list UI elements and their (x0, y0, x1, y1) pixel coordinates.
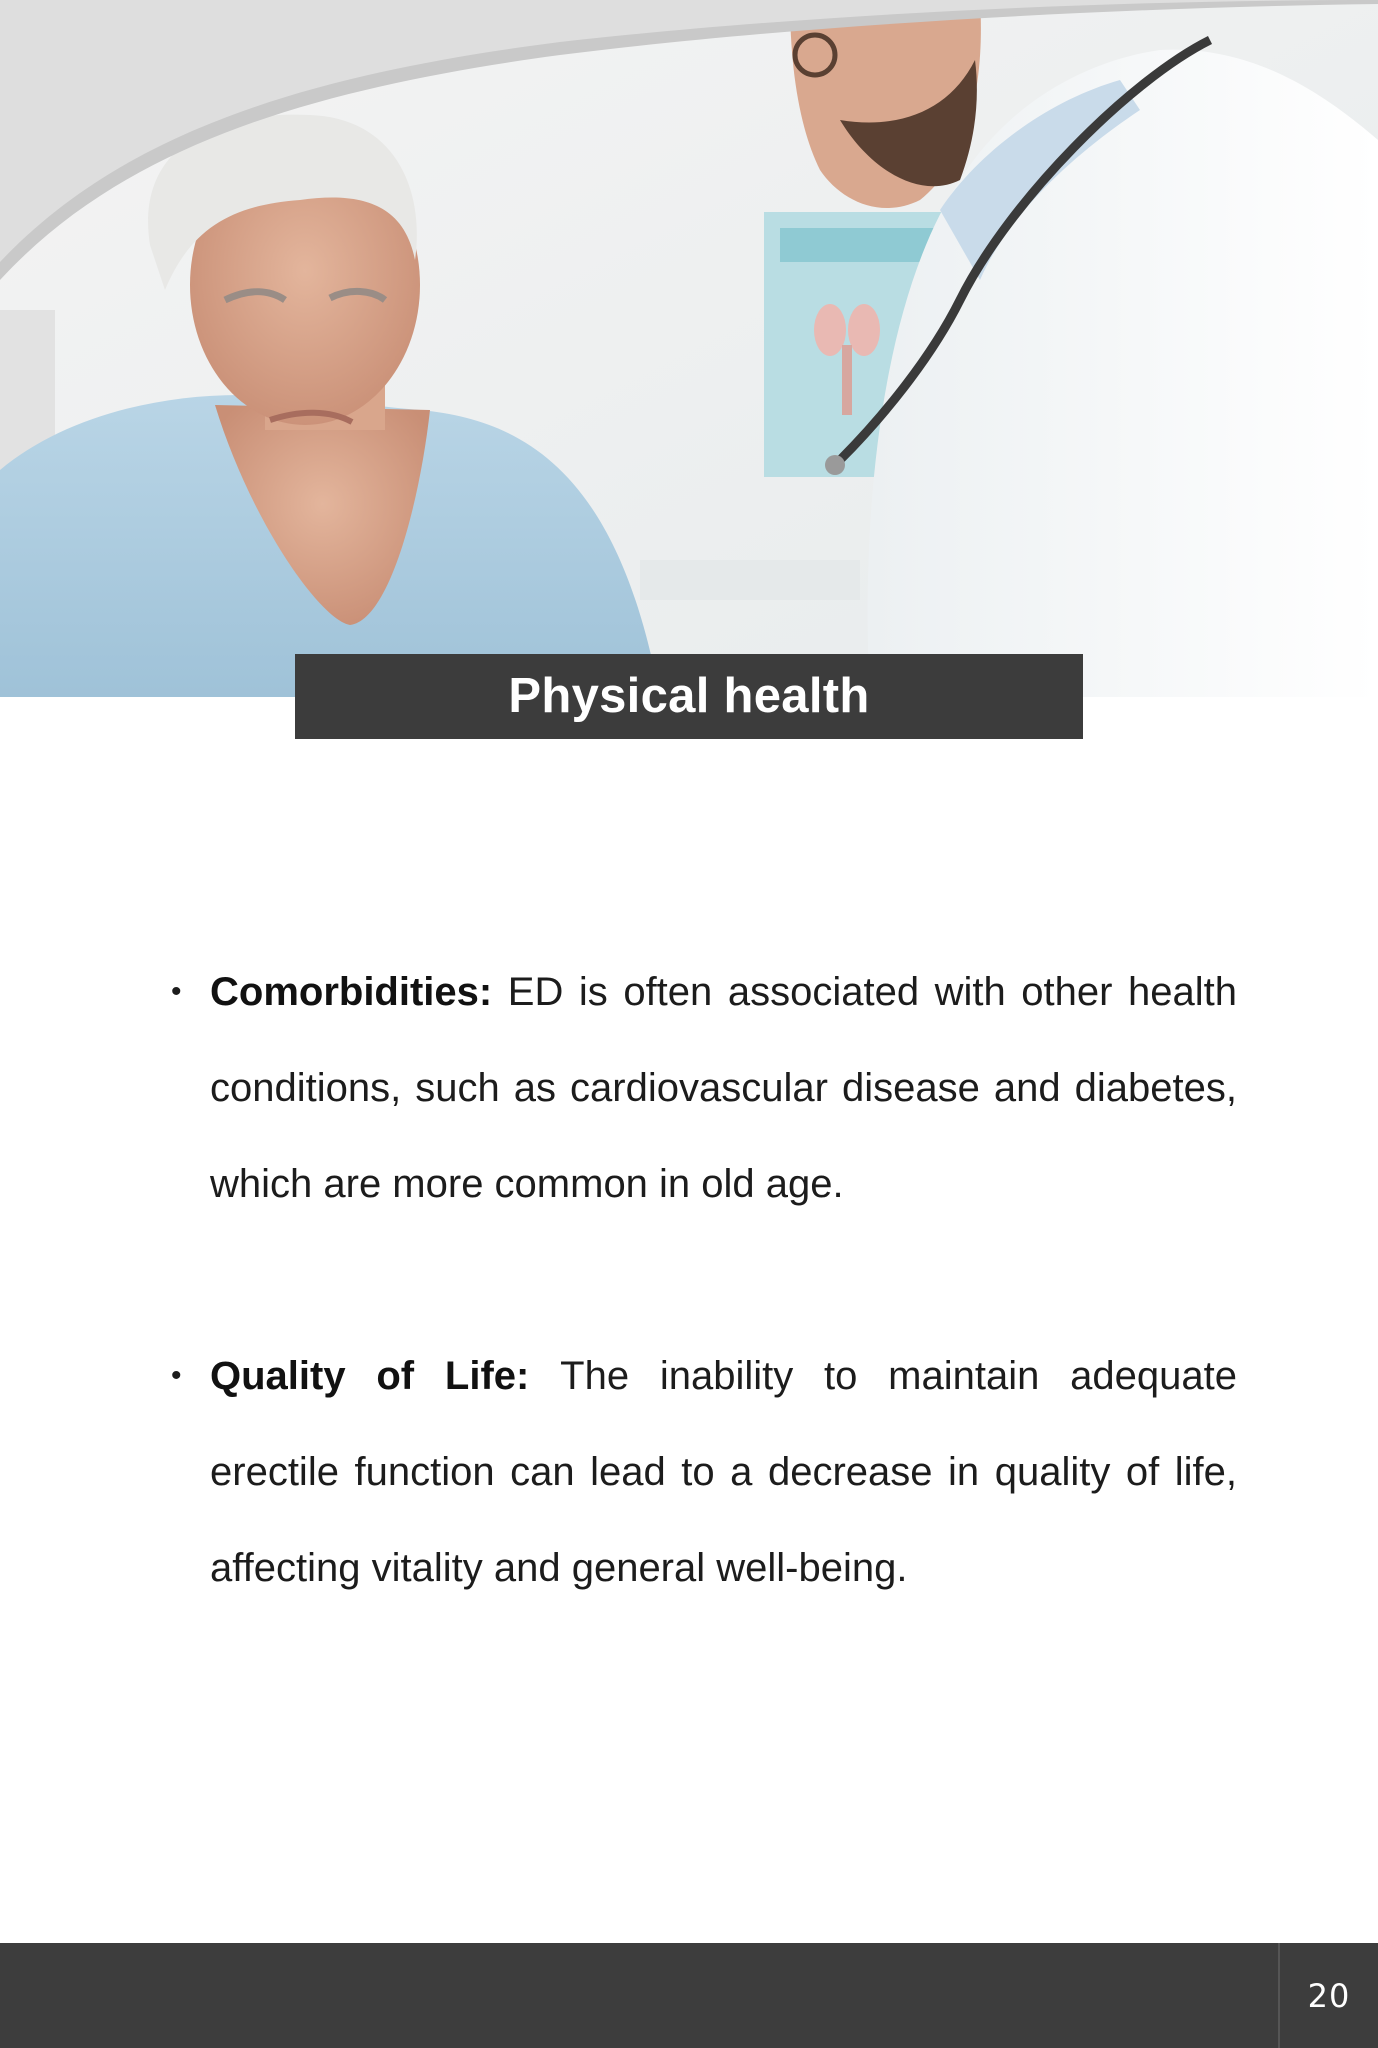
item-text: The inability to maintain adequate erectile function can lead to a decrease in quality of life, affecting vitality and general well-being. (210, 1354, 1237, 1590)
doctor-patient-photo-icon (0, 0, 1378, 698)
list-item (163, 1328, 1237, 1616)
page-title: Physical health (508, 669, 870, 723)
page-number: 20 (1307, 1976, 1351, 2015)
item-text: ED is often associated with other health conditions, such as cardiovascular disease and diabetes, which are more common in old age. (210, 970, 1237, 1206)
bullet-icon: • (171, 975, 182, 1008)
section-title-bar (295, 654, 1083, 739)
page-footer (0, 1943, 1378, 2048)
item-term: Quality of Life: (210, 1354, 561, 1398)
header-photo (0, 0, 1378, 698)
bullet-icon: • (171, 1359, 182, 1392)
bullet-list (163, 944, 1237, 1616)
list-item (163, 944, 1237, 1232)
item-term: Comorbidities: (210, 970, 508, 1014)
